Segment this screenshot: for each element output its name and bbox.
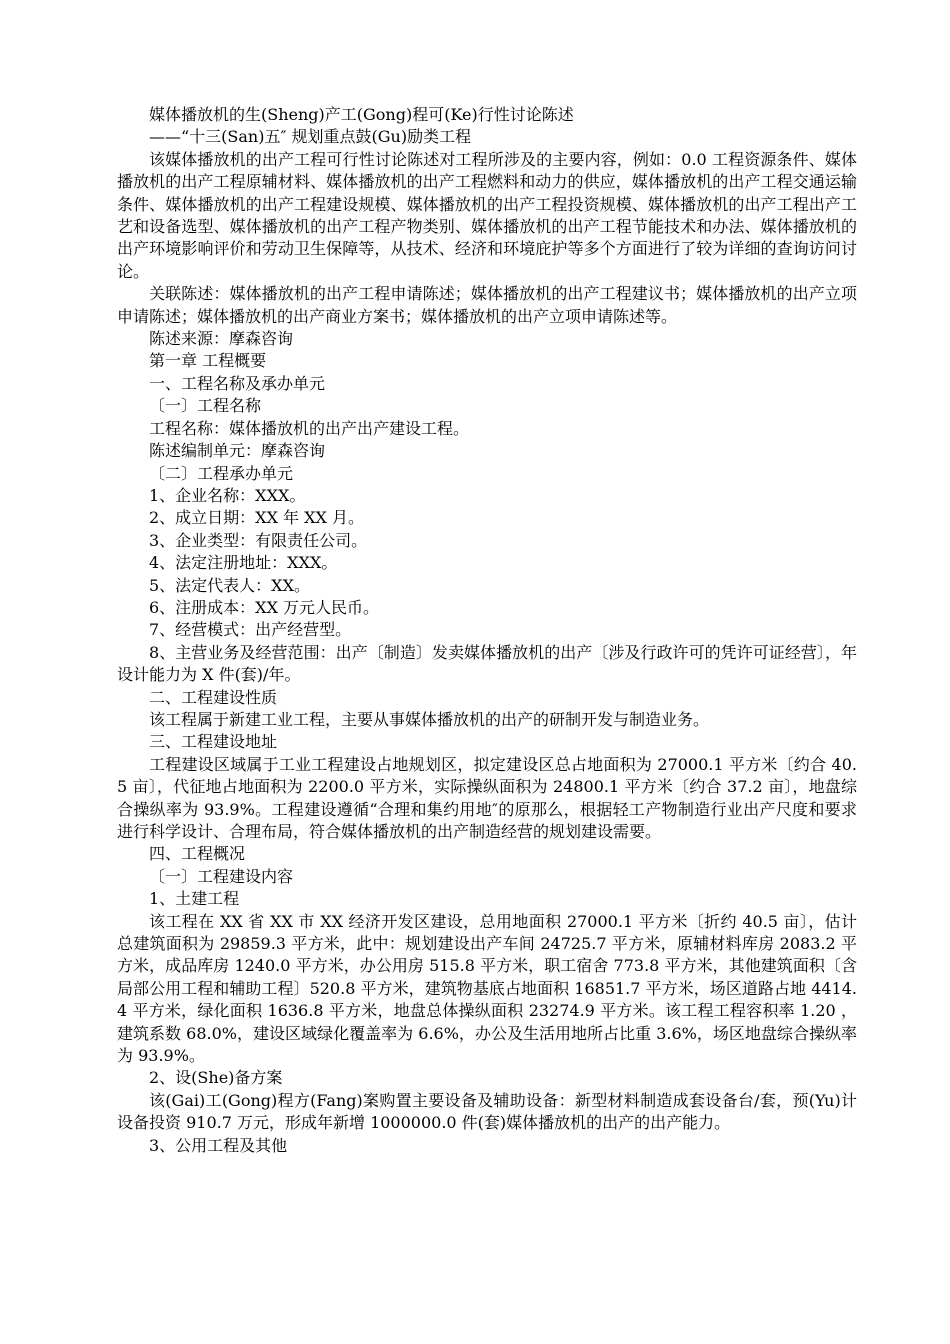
paragraph-project-name: 工程名称：媒体播放机的出产出产建设工程。 [149,418,470,438]
paragraph-compiling-unit: 陈述编制单元：摩森咨询 [149,441,326,461]
paragraph-equipment-plan: 该(Gai)工(Gong)程方(Fang)案购置主要设备及辅助设备：新型材料制造成套设备台/套，预(Yu)计设备投资 910.7 万元，形成年新增 1000000.0 件(套)媒体播放机的出产的出产能力。 [117,1090,857,1133]
paragraph-related-reports: 关联陈述：媒体播放机的出产工程申请陈述；媒体播放机的出产工程建议书；媒体播放机的出产立项申请陈述；媒体播放机的出产商业方案书；媒体播放机的出产立项申请陈述等。 [117,284,857,326]
subsection-heading-host-unit: 〔二〕工程承办单元 [149,463,294,483]
subsection-heading-construction-content: 〔一〕工程建设内容 [149,866,294,886]
section-heading-construction-site: 三、工程建设地址 [149,732,278,752]
document-subtitle: ——“十三(San)五″ 规划重点鼓(Gu)励类工程 [149,127,472,147]
paragraph-report-source: 陈述来源：摩森咨询 [149,329,294,349]
item-heading-equipment-plan: 2、设(She)备方案 [149,1068,283,1088]
chapter-heading: 第一章 工程概要 [149,351,267,371]
list-item-registered-address: 4、法定注册地址：XXX。 [149,553,338,573]
list-item-company-name: 1、企业名称：XXX。 [149,485,306,505]
list-item-registered-capital: 6、注册成本：XX 万元人民币。 [149,597,380,617]
list-item-company-type: 3、企业类型：有限责任公司。 [149,530,368,550]
document-page [117,104,857,1157]
section-heading-construction-nature: 二、工程建设性质 [149,687,278,707]
list-item-legal-representative: 5、法定代表人：XX。 [149,575,310,595]
paragraph-construction-site: 工程建设区域属于工业工程建设占地规划区，拟定建设区总占地面积为 27000.1 平方米〔约合 40.5 亩〕，代征地占地面积为 2200.0 平方米，实际操纵面积为 24800.1 平方米〔约合 37.2 亩〕，地盘综合操纵率为 93.9%。工程建设遵循“合理和集约用地″的原那么，根据轻工产物制造行业出产尺度和要求进行科学设计、合理布局，符合媒体播放机的出产制造经营的规划建设需要。 [117,754,857,841]
document-title: 媒体播放机的生(Sheng)产工(Gong)程可(Ke)行性讨论陈述 [149,105,574,124]
item-heading-civil-engineering: 1、土建工程 [149,889,240,909]
paragraph-civil-engineering: 该工程在 XX 省 XX 市 XX 经济开发区建设，总用地面积 27000.1 平方米〔折约 40.5 亩〕，估计总建筑面积为 29859.3 平方米，此中：规划建设出产车间 24725.7 平方米，原辅材料库房 2083.2 平方米，成品库房 1240.0 平方米，办公用房 515.8 平方米，职工宿舍 773.8 平方米，其他建筑面积〔含局部公用工程和辅助工程〕520.8 平方米，建筑物基底占地面积 16851.7 平方米，场区道路占地 4414.4 平方米，绿化面积 1636.8 平方米，地盘总体操纵面积 23274.9 平方米。该工程工程容积率 1.20 ，建筑系数 68.0%，建设区域绿化覆盖率为 6.6%，办公及生活用地所占比重 3.6%，场区地盘综合操纵率为 93.9%。 [117,911,857,1066]
list-item-business-model: 7、经营模式：出产经营型。 [149,620,352,640]
paragraph-intro: 该媒体播放机的出产工程可行性讨论陈述对工程所涉及的主要内容，例如：0.0 工程资源条件、媒体播放机的出产工程原辅材料、媒体播放机的出产工程燃料和动力的供应，媒体播放机的出产工程交通运输条件、媒体播放机的出产工程建设规模、媒体播放机的出产工程投资规模、媒体播放机的出产工程出产工艺和设备选型、媒体播放机的出产工程产物类别、媒体播放机的出产工程节能技术和办法、媒体播放机的出产环境影响评价和劳动卫生保障等，从技术、经济和环境庇护等多个方面进行了较为详细的查询访问讨论。 [117,149,857,281]
list-item-founding-date: 2、成立日期：XX 年 XX 月。 [149,508,365,528]
list-item-business-scope: 8、主营业务及经营范围：出产〔制造〕发卖媒体播放机的出产〔涉及行政许可的凭许可证经营〕，年设计能力为 X 件(套)/年。 [117,642,857,685]
subsection-heading-project-name: 〔一〕工程名称 [149,396,262,416]
item-heading-public-works: 3、公用工程及其他 [149,1135,288,1155]
section-heading-project-overview: 四、工程概况 [149,844,246,864]
paragraph-construction-nature: 该工程属于新建工业工程，主要从事媒体播放机的出产的研制开发与制造业务。 [149,709,710,729]
section-heading-name-and-unit: 一、工程名称及承办单元 [149,373,326,393]
